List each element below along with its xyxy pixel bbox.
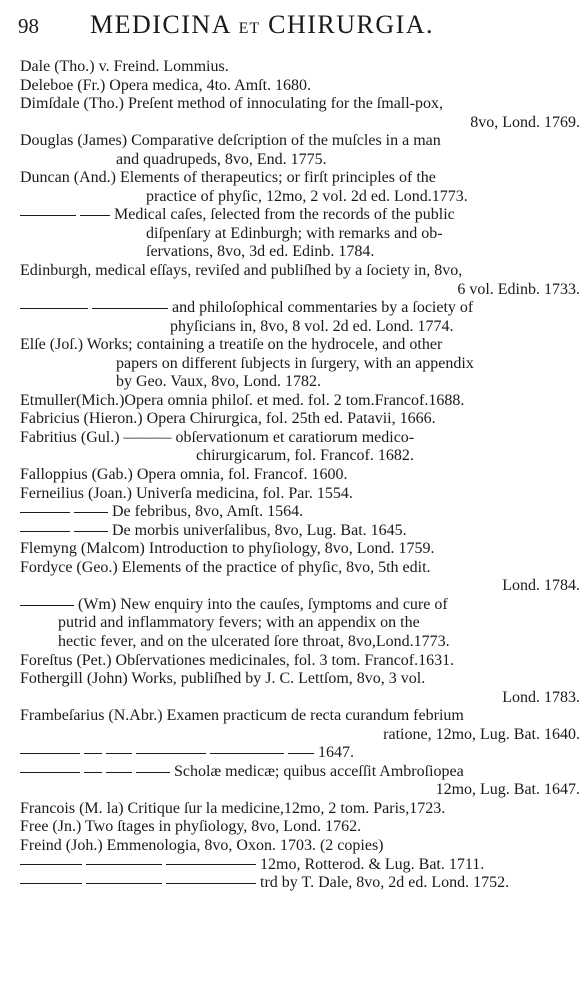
- entry-text: Frambeſarius (N.Abr.) Examen practicum de recta curandum febrium: [20, 707, 464, 725]
- entry-text: practice of phyſic, 12mo, 2 vol. 2d ed. Lond.1773.: [146, 187, 468, 205]
- entry-line: [20, 689, 580, 708]
- entry-line: [20, 318, 580, 337]
- entry-text: 8vo, Lond. 1769.: [470, 113, 580, 131]
- ditto-dash: [20, 605, 74, 606]
- entry-text: ratione, 12mo, Lug. Bat. 1640.: [383, 725, 580, 743]
- entry-line: [20, 355, 580, 374]
- entry-text: by Geo. Vaux, 8vo, Lond. 1782.: [116, 373, 322, 391]
- entry-text: Ferneilius (Joan.) Univerſa medicina, fol. Par. 1554.: [20, 484, 353, 502]
- catalog-entries: [20, 58, 580, 893]
- entry-text: 1647.: [318, 744, 354, 762]
- entry-text: Fothergill (John) Works, publiſhed by J. C. Lettſom, 8vo, 3 vol.: [20, 670, 426, 688]
- entry-line: [20, 429, 580, 448]
- entry-text: Dale (Tho.) v. Freind. Lommius.: [20, 58, 229, 75]
- ditto-dash: [288, 753, 314, 754]
- entry-line: [20, 614, 580, 633]
- entry-line: [20, 169, 580, 188]
- ditto-dash: [80, 215, 110, 216]
- ditto-dash: [166, 883, 256, 884]
- entry-text: Fabricius (Hieron.) Opera Chirurgica, fol. 25th ed. Patavii, 1666.: [20, 410, 436, 428]
- entry-line: [20, 837, 580, 856]
- entry-line: [20, 58, 580, 77]
- entry-text: Lond. 1784.: [502, 577, 580, 595]
- entry-line: [20, 466, 580, 485]
- entry-text: papers on different ſubjects in ſurgery, with an appendix: [116, 354, 474, 372]
- entry-line: [20, 503, 580, 522]
- entry-line: [20, 596, 580, 615]
- entry-text: Francois (M. la) Critique ſur la medicine,12mo, 2 tom. Paris,1723.: [20, 799, 446, 817]
- entry-line: [20, 281, 580, 300]
- entry-text: Freind (Joh.) Emmenologia, 8vo, Oxon. 1703. (2 copies): [20, 836, 384, 854]
- ditto-dash: [86, 864, 162, 865]
- entry-text: Deleboe (Fr.) Opera medica, 4to. Amſt. 1680.: [20, 76, 312, 94]
- ditto-dash: [74, 531, 108, 532]
- entry-line: [20, 392, 580, 411]
- entry-line: [20, 95, 580, 114]
- entry-text: De morbis univerſalibus, 8vo, Lug. Bat. 1645.: [112, 521, 407, 539]
- entry-text: ſervations, 8vo, 3d ed. Edinb. 1784.: [146, 243, 375, 261]
- entry-line: [20, 800, 580, 819]
- ditto-dash: [20, 531, 70, 532]
- entry-line: [20, 633, 580, 652]
- entry-line: [20, 818, 580, 837]
- entry-text: Dimſdale (Tho.) Preſent method of innoculating for the ſmall-pox,: [20, 95, 444, 113]
- ditto-dash: [20, 772, 80, 773]
- ditto-dash: [84, 772, 102, 773]
- entry-text: chirurgicarum, fol. Francof. 1682.: [196, 447, 414, 465]
- entry-text: Fabritius (Gul.) ——— obſervationum et caratiorum medico-: [20, 428, 415, 446]
- entry-line: [20, 485, 580, 504]
- entry-line: [20, 132, 580, 151]
- entry-text: trd by T. Dale, 8vo, 2d ed. Lond. 1752.: [260, 874, 510, 892]
- entry-text: phyſicians in, 8vo, 8 vol. 2d ed. Lond. 1774.: [170, 317, 454, 335]
- entry-text: putrid and inflammatory fevers; with an appendix on the: [58, 614, 420, 632]
- entry-line: [20, 373, 580, 392]
- entry-line: [20, 410, 580, 429]
- ditto-dash: [210, 753, 284, 754]
- entry-line: [20, 744, 580, 763]
- entry-line: [20, 577, 580, 596]
- entry-line: [20, 670, 580, 689]
- entry-line: [20, 726, 580, 745]
- entry-text: 6 vol. Edinb. 1733.: [457, 280, 580, 298]
- entry-line: [20, 206, 580, 225]
- entry-line: [20, 336, 580, 355]
- ditto-dash: [106, 772, 132, 773]
- ditto-dash: [136, 772, 170, 773]
- title-part-1: MEDICINA: [90, 10, 239, 39]
- entry-line: [20, 243, 580, 262]
- entry-text: Flemyng (Malcom) Introduction to phyſiology, 8vo, Lond. 1759.: [20, 540, 435, 558]
- entry-text: Falloppius (Gab.) Opera omnia, fol. Francof. 1600.: [20, 466, 348, 484]
- entry-line: [20, 781, 580, 800]
- entry-text: Etmuller(Mich.)Opera omnia philoſ. et med. fol. 2 tom.Francof.1688.: [20, 391, 465, 409]
- ditto-dash: [106, 753, 132, 754]
- entry-text: Elſe (Joſ.) Works; containing a treatiſe on the hydrocele, and other: [20, 336, 443, 354]
- entry-line: [20, 77, 580, 96]
- title-part-2: CHIRURGIA.: [260, 10, 435, 39]
- ditto-dash: [20, 864, 82, 865]
- ditto-dash: [166, 864, 256, 865]
- entry-line: [20, 540, 580, 559]
- entry-line: [20, 151, 580, 170]
- entry-text: and quadrupeds, 8vo, End. 1775.: [116, 150, 327, 168]
- entry-line: [20, 652, 580, 671]
- entry-text: De febribus, 8vo, Amſt. 1564.: [112, 503, 304, 521]
- entry-line: [20, 262, 580, 281]
- entry-text: 12mo, Lug. Bat. 1647.: [435, 781, 580, 799]
- entry-text: Duncan (And.) Elements of therapeutics; or firſt principles of the: [20, 169, 436, 187]
- page-header: [18, 10, 573, 40]
- entry-text: Lond. 1783.: [502, 688, 580, 706]
- ditto-dash: [136, 753, 206, 754]
- title-et: ET: [238, 20, 261, 37]
- entry-text: Foreſtus (Pet.) Obſervationes medicinales, fol. 3 tom. Francof.1631.: [20, 651, 455, 669]
- entry-line: [20, 874, 580, 893]
- entry-text: and philoſophical commentaries by a ſociety of: [172, 299, 474, 317]
- entry-text: Fordyce (Geo.) Elements of the practice of phyſic, 8vo, 5th edit.: [20, 558, 431, 576]
- ditto-dash: [20, 883, 82, 884]
- ditto-dash: [86, 883, 162, 884]
- ditto-dash: [84, 753, 102, 754]
- entry-line: [20, 763, 580, 782]
- entry-text: Douglas (James) Comparative deſcription of the muſcles in a man: [20, 132, 441, 150]
- entry-line: [20, 447, 580, 466]
- ditto-dash: [20, 512, 70, 513]
- entry-text: Medical caſes, ſelected from the records of the public: [114, 206, 455, 224]
- ditto-dash: [92, 308, 168, 309]
- entry-text: Scholæ medicæ; quibus acceſſit Ambroſiopea: [174, 762, 464, 780]
- ditto-dash: [74, 512, 108, 513]
- entry-text: Edinburgh, medical eſſays, reviſed and publiſhed by a ſociety in, 8vo,: [20, 262, 463, 280]
- entry-text: hectic fever, and on the ulcerated ſore throat, 8vo,Lond.1773.: [58, 632, 450, 650]
- entry-line: [20, 299, 580, 318]
- entry-line: [20, 522, 580, 541]
- entry-line: [20, 559, 580, 578]
- entry-text: diſpenſary at Edinburgh; with remarks and ob-: [146, 224, 443, 242]
- entry-line: [20, 856, 580, 875]
- page-title: [90, 10, 434, 40]
- entry-line: [20, 114, 580, 133]
- page-number: 98: [18, 14, 39, 38]
- entry-line: [20, 707, 580, 726]
- entry-text: 12mo, Rotterod. & Lug. Bat. 1711.: [260, 855, 485, 873]
- ditto-dash: [20, 215, 76, 216]
- ditto-dash: [20, 308, 88, 309]
- entry-text: (Wm) New enquiry into the cauſes, ſymptoms and cure of: [78, 595, 448, 613]
- entry-line: [20, 188, 580, 207]
- entry-text: Free (Jn.) Two ſtages in phyſiology, 8vo, Lond. 1762.: [20, 818, 362, 836]
- ditto-dash: [20, 753, 80, 754]
- entry-line: [20, 225, 580, 244]
